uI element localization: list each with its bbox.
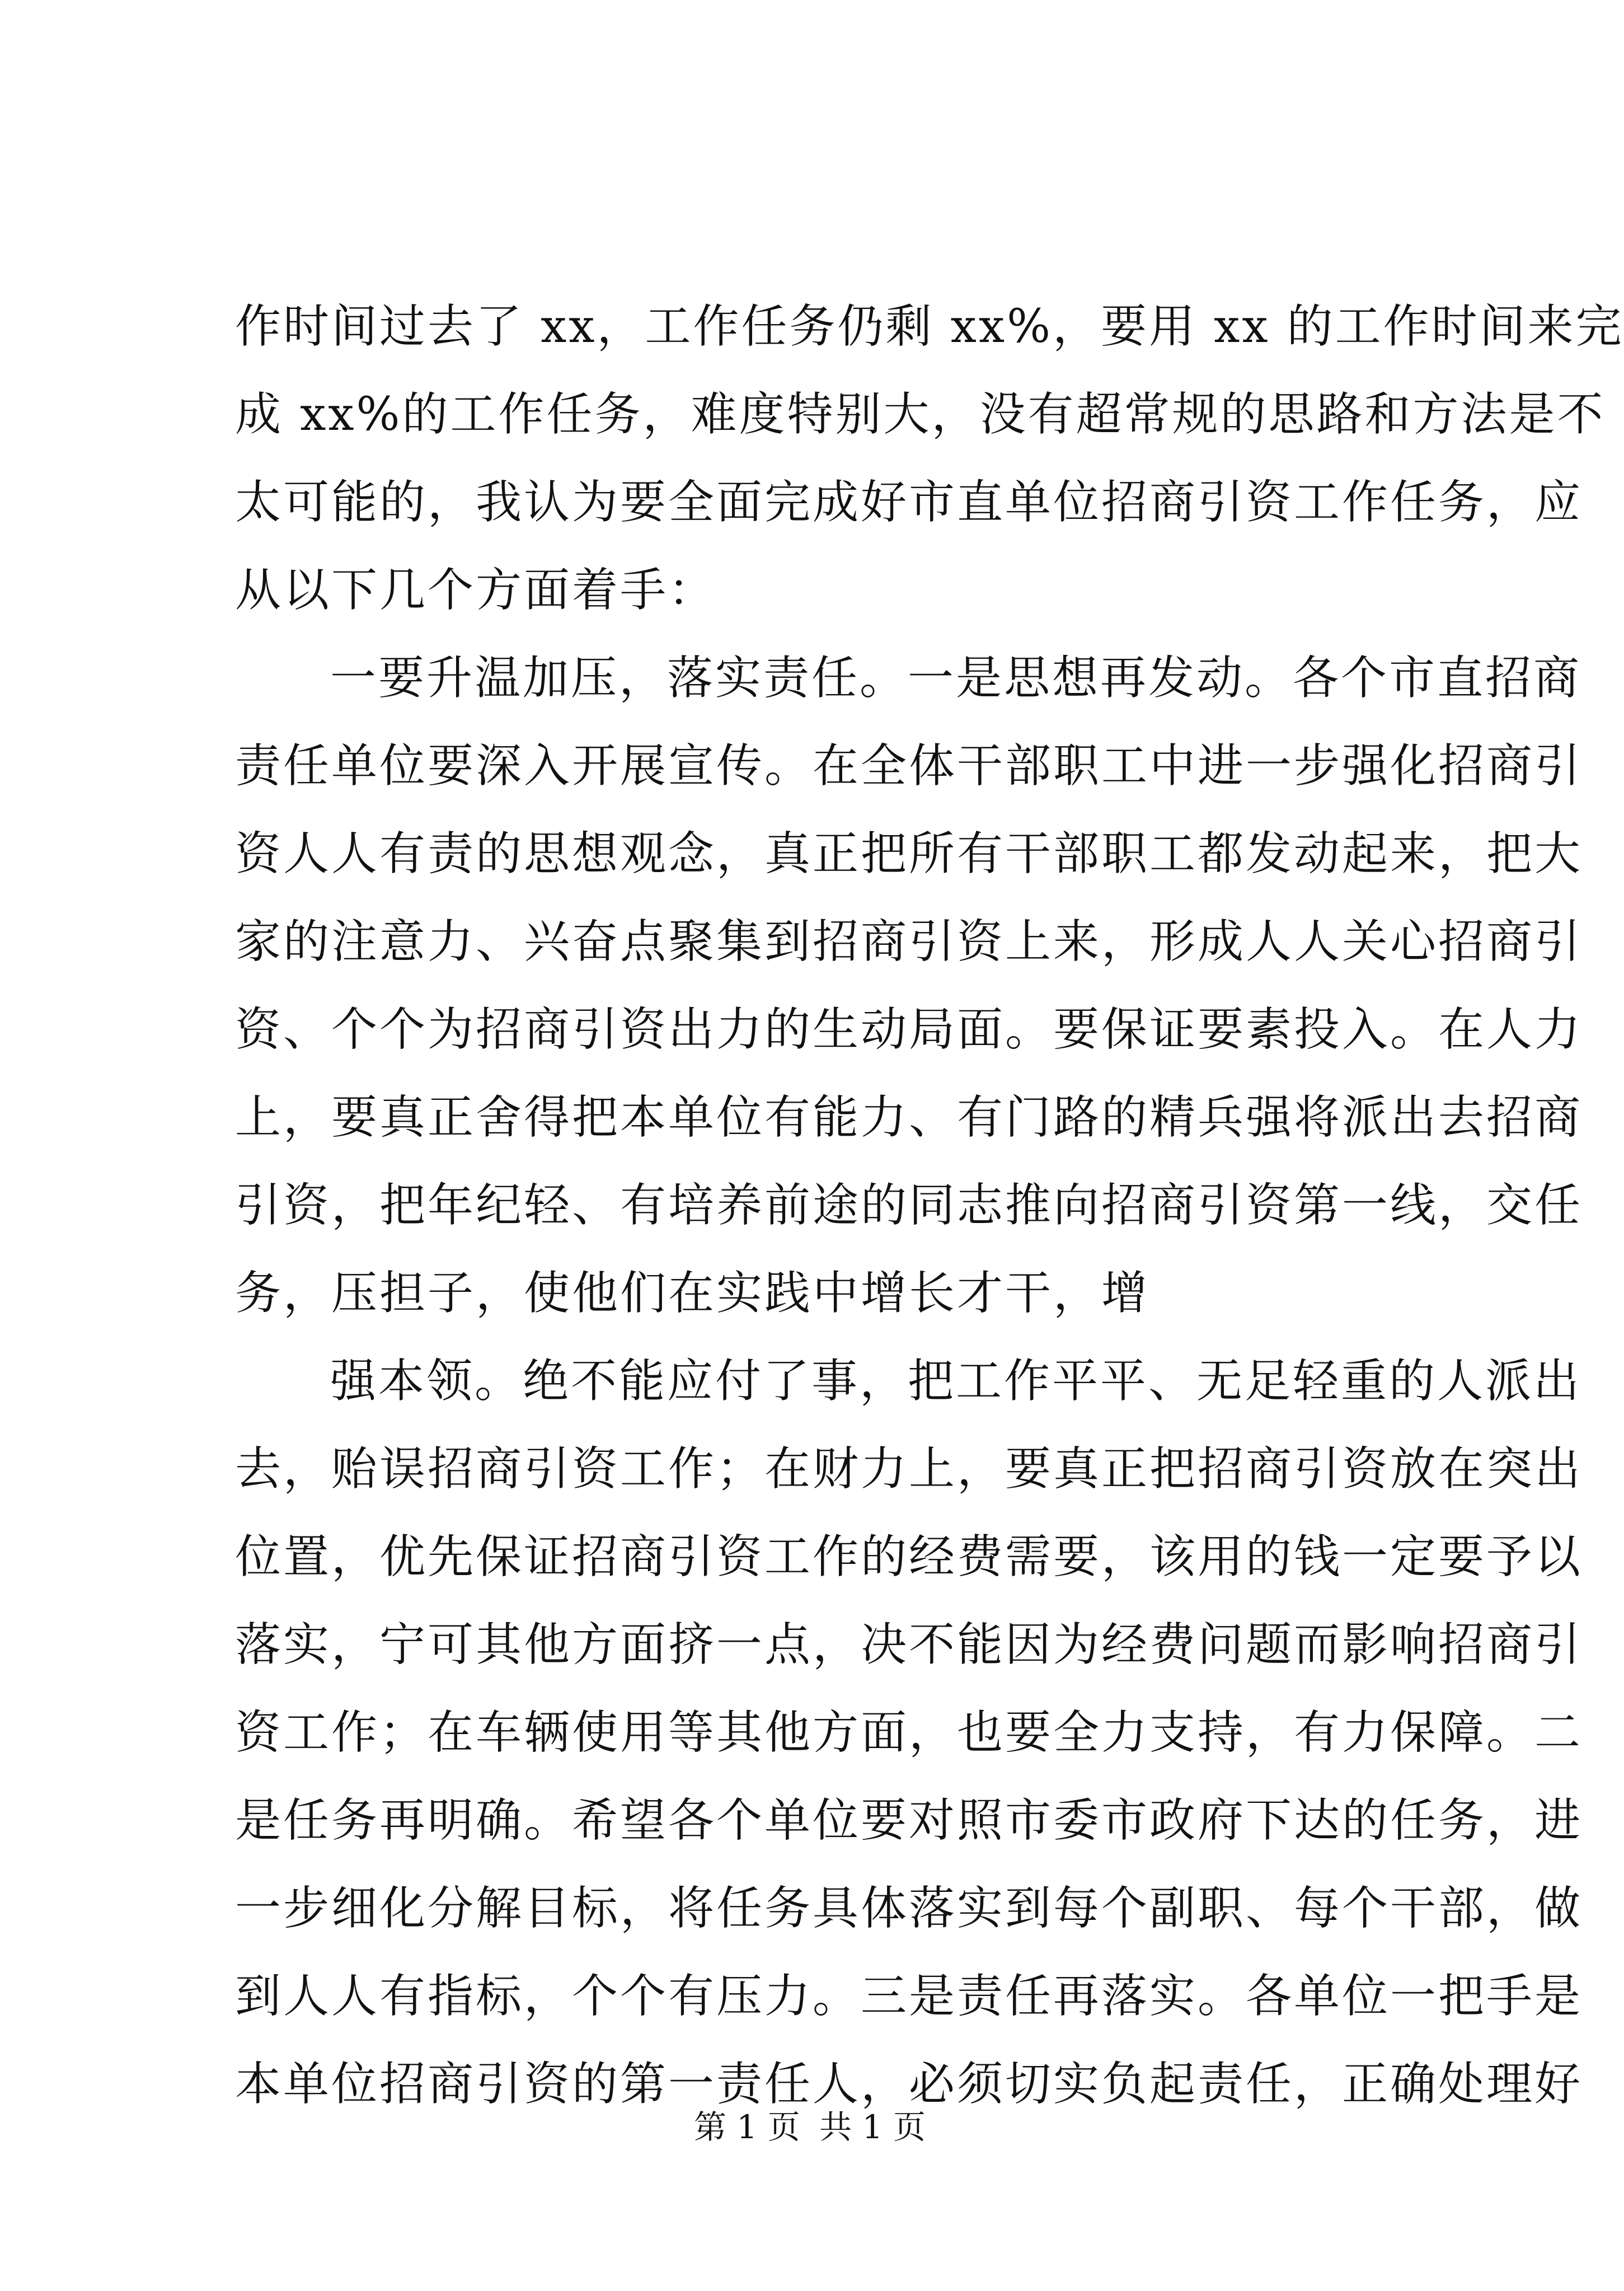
page-total: 共 1 页 (819, 2108, 926, 2146)
paragraph-first-line: 一要升温加压，落实责任。一是思想再发动。各个市直招商 (330, 652, 1582, 705)
text-line: 资、个个为招商引资出力的生动局面。要保证要素投入。在人力 (235, 1003, 1583, 1056)
text-line: 资工作；在车辆使用等其他方面，也要全力支持，有力保障。二 (235, 1706, 1583, 1759)
page-number: 第 1 页 (694, 2108, 800, 2146)
text-line: 到人人有指标，个个有压力。三是责任再落实。各单位一把手是 (235, 1970, 1583, 2023)
text-line: 太可能的，我认为要全面完成好市直单位招商引资工作任务，应 (235, 476, 1583, 529)
text-line: 作时间过去了 xx，工作任务仍剩 xx%，要用 xx 的工作时间来完 (235, 300, 1624, 353)
text-line: 一步细化分解目标，将任务具体落实到每个副职、每个干部，做 (235, 1882, 1583, 1935)
text-line: 落实，宁可其他方面挤一点，决不能因为经费问题而影响招商引 (235, 1618, 1583, 1671)
text-line: 本单位招商引资的第一责任人，必须切实负起责任，正确处理好 (235, 2058, 1583, 2111)
text-line: 引资，把年纪轻、有培养前途的同志推向招商引资第一线，交任 (235, 1179, 1583, 1232)
text-line: 资人人有责的思想观念，真正把所有干部职工都发动起来，把大 (235, 827, 1583, 880)
text-line: 是任务再明确。希望各个单位要对照市委市政府下达的任务，进 (235, 1794, 1583, 1847)
text-line: 家的注意力、兴奋点聚集到招商引资上来，形成人人关心招商引 (235, 915, 1583, 968)
page-footer (0, 2105, 1620, 2149)
paragraph-first-line: 强本领。绝不能应付了事，把工作平平、无足轻重的人派出 (330, 1355, 1582, 1408)
body-text (235, 283, 1624, 2128)
text-line: 从以下几个方面着手： (235, 564, 717, 617)
text-line: 责任单位要深入开展宣传。在全体干部职工中进一步强化招商引 (235, 739, 1583, 793)
text-line: 去，贻误招商引资工作；在财力上，要真正把招商引资放在突出 (235, 1442, 1583, 1496)
text-line: 成 xx%的工作任务，难度特别大，没有超常规的思路和方法是不 (235, 388, 1606, 441)
text-line: 上，要真正舍得把本单位有能力、有门路的精兵强将派出去招商 (235, 1091, 1583, 1144)
text-line: 务，压担子，使他们在实践中增长才干，增 (235, 1267, 1150, 1320)
text-line: 位置，优先保证招商引资工作的经费需要，该用的钱一定要予以 (235, 1530, 1583, 1583)
